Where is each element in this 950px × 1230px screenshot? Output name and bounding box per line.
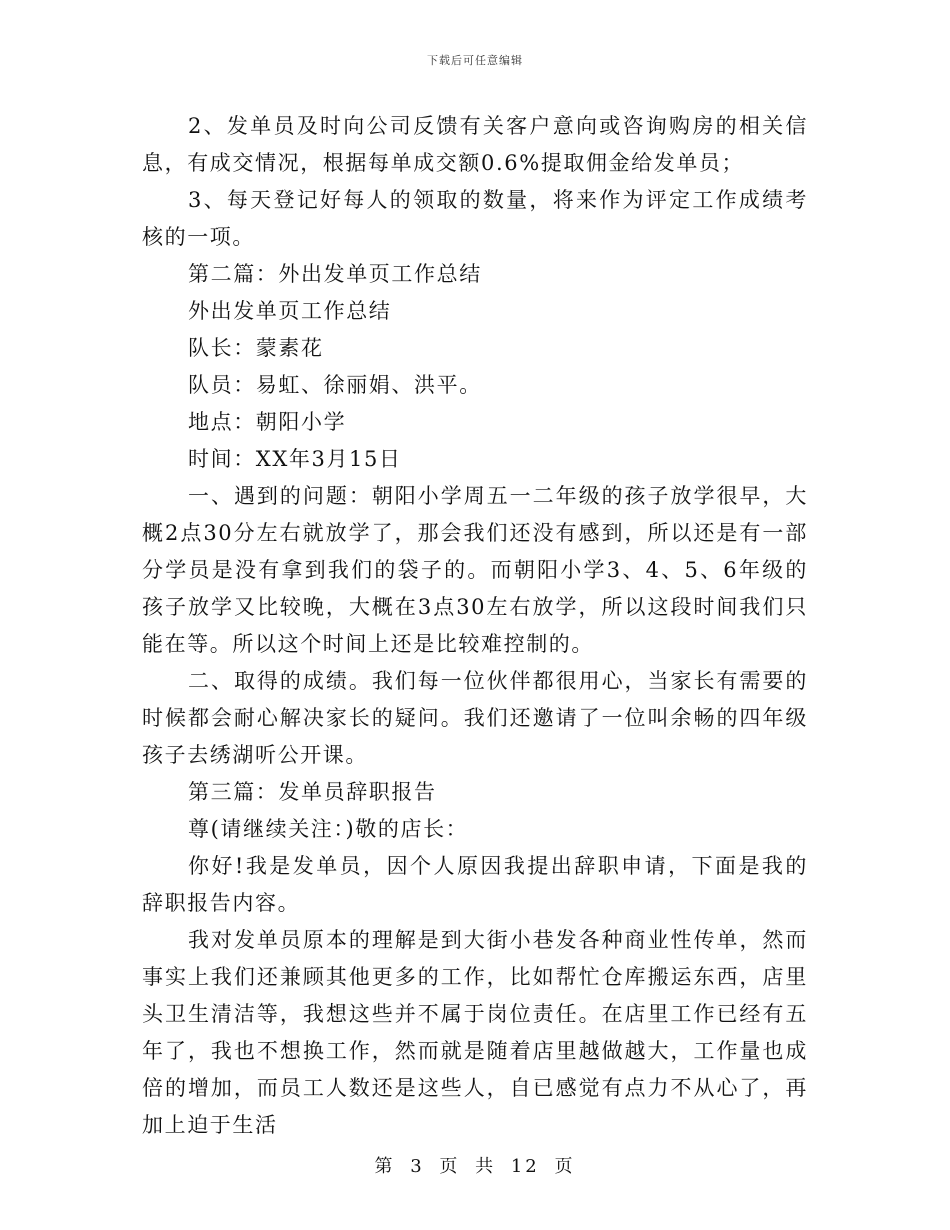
- problems-paragraph: 一、遇到的问题：朝阳小学周五一二年级的孩子放学很早，大概2点30分左右就放学了，那会我们还没有感到，所以还是有一部分学员是没有拿到我们的袋子的。而朝阳小学3、4、5、6年级的孩子放学又比较晚，大概在3点30左右放学，所以这段时间我们只能在等。所以这个时间上还是比较难控制的。: [142, 484, 808, 656]
- greeting-paragraph: 你好!我是发单员，因个人原因我提出辞职申请，下面是我的辞职报告内容。: [142, 854, 808, 915]
- article-title: 外出发单页工作总结: [188, 299, 392, 323]
- location: 地点：朝阳小学: [188, 410, 347, 434]
- section-title-2: 第二篇：外出发单页工作总结: [188, 262, 482, 286]
- team-members: 队员：易虹、徐丽娟、洪平。: [188, 373, 482, 397]
- page-header: 下载后可任意编辑: [427, 54, 523, 67]
- team-leader: 队长：蒙素花: [188, 336, 324, 360]
- paragraph-item-3: 3、每天登记好每人的领取的数量，将来作为评定工作成绩考核的一项。: [142, 188, 808, 249]
- page-footer: 第 3 页 共 12 页: [374, 1156, 576, 1177]
- date: 时间：XX年3月15日: [188, 447, 402, 471]
- section-title-3: 第三篇：发单员辞职报告: [188, 780, 437, 804]
- achievements-paragraph: 二、取得的成绩。我们每一位伙伴都很用心，当家长有需要的时候都会耐心解决家长的疑问。我们还邀请了一位叫余畅的四年级孩子去绣湖听公开课。: [142, 669, 808, 767]
- resignation-body-paragraph: 我对发单员原本的理解是到大街小巷发各种商业性传单，然而事实上我们还兼顾其他更多的工作，比如帮忙仓库搬运东西，店里头卫生清洁等，我想这些并不属于岗位责任。在店里工作已经有五年了，我也不想换工作，然而就是随着店里越做越大，工作量也成倍的增加，而员工人数还是这些人，自已感觉有点力不从心了，再加上迫于生活: [142, 928, 808, 1137]
- paragraph-item-2: 2、发单员及时向公司反馈有关客户意向或咨询购房的相关信息，有成交情况，根据每单成交额0.6%提取佣金给发单员；: [142, 114, 808, 175]
- document-body: [142, 108, 808, 1144]
- salutation: 尊(请继续关注：)敬的店长：: [188, 817, 469, 841]
